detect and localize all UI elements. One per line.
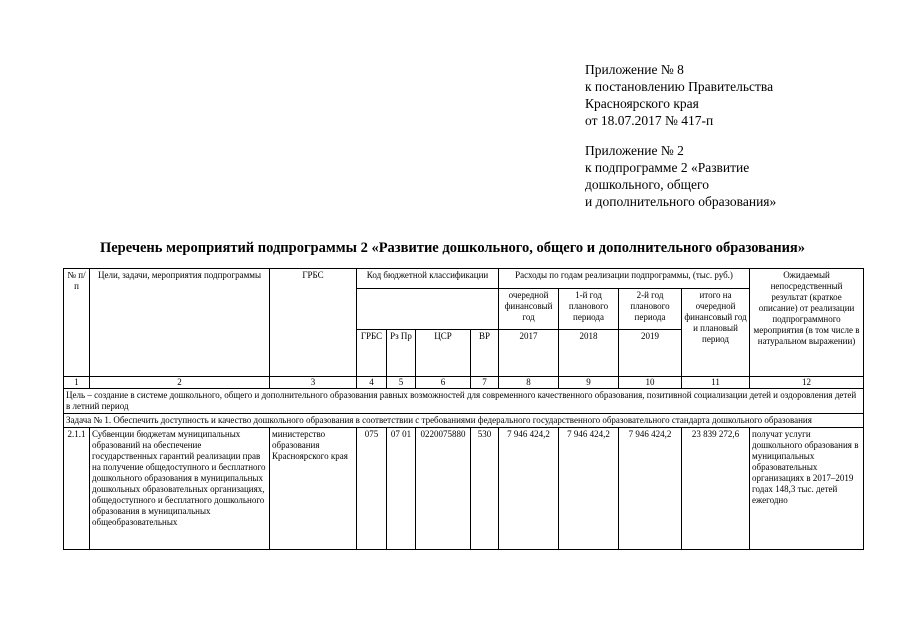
annex-line: к подпрограмме 2 «Развитие <box>585 160 750 175</box>
col-number: 1 <box>64 377 90 389</box>
header-row-1 <box>64 269 864 289</box>
document-title: Перечень мероприятий подпрограммы 2 «Развитие дошкольного, общего и дополнительного образования» <box>99 240 806 256</box>
goal-text: Цель – создание в системе дошкольного, общего и дополнительного образования равных возможностей для современного качественного образования, позитивной социализации детей и оздоровления детей в летний период <box>64 389 864 414</box>
header-year-2019: 2019 <box>619 330 682 377</box>
header-code-grbs: ГРБС <box>357 330 387 377</box>
annex-line: от 18.07.2017 № 417-п <box>585 113 714 128</box>
goal-row <box>64 389 864 414</box>
header-code-vr: ВР <box>471 330 499 377</box>
header-exp-col-2: 1-й год планового периода <box>559 289 619 330</box>
col-number: 4 <box>357 377 387 389</box>
annex-8-block <box>585 61 773 129</box>
row-2019: 7 946 424,2 <box>619 428 682 550</box>
row-result: получат услуги дошкольного образования в муниципальных образовательных организациях в 2017–2019 годах 148,3 тыс. детей ежегодно <box>750 428 864 550</box>
annex-line: Красноярского края <box>585 96 699 111</box>
annex-line: Приложение № 8 <box>585 62 684 77</box>
col-number: 10 <box>619 377 682 389</box>
col-number: 12 <box>750 377 864 389</box>
row-2017: 7 946 424,2 <box>499 428 559 550</box>
row-csr: 0220075880 <box>416 428 471 550</box>
col-number: 6 <box>416 377 471 389</box>
annex-2-block <box>585 142 776 210</box>
annex-line: к постановлению Правительства <box>585 79 774 94</box>
col-number: 5 <box>387 377 416 389</box>
row-rzpr: 07 01 <box>387 428 416 550</box>
header-expenses: Расходы по годам реализации подпрограммы, (тыс. руб.) <box>499 269 750 289</box>
header-num: № п/п <box>64 269 90 377</box>
col-number: 8 <box>499 377 559 389</box>
column-numbers-row <box>64 377 864 389</box>
header-code-rzpr: Рз Пр <box>387 330 416 377</box>
header-exp-total: итого на очередной финансовый год и плановый период <box>682 289 750 377</box>
header-exp-col-3: 2-й год планового периода <box>619 289 682 330</box>
header-budget-code: Код бюджетной классификации <box>357 269 499 289</box>
col-number: 2 <box>90 377 270 389</box>
col-number: 7 <box>471 377 499 389</box>
row-vr: 530 <box>471 428 499 550</box>
row-total: 23 839 272,6 <box>682 428 750 550</box>
header-grbs: ГРБС <box>270 269 357 377</box>
col-number: 11 <box>682 377 750 389</box>
task-text: Задача № 1. Обеспечить доступность и качество дошкольного образования в соответствии с требованиями федерального государственного образовательного стандарта дошкольного образования <box>64 414 864 428</box>
row-num: 2.1.1 <box>64 428 90 550</box>
header-blank <box>357 289 499 330</box>
header-year-2018: 2018 <box>559 330 619 377</box>
row-2018: 7 946 424,2 <box>559 428 619 550</box>
header-year-2017: 2017 <box>499 330 559 377</box>
row-grbs-code: 075 <box>357 428 387 550</box>
measures-table <box>63 268 864 550</box>
row-measure-name: Субвенции бюджетам муниципальных образований на обеспечение государственных гарантий реализации прав на получение общедоступного и бесплатного дошкольного образования в муниципальных дошкольных образовательных организациях, общедоступного и бесплатного дошкольного образования в муниципальных общеобразовательных <box>90 428 270 550</box>
header-code-csr: ЦСР <box>416 330 471 377</box>
annex-line: и дополнительного образования» <box>585 194 777 209</box>
header-result: Ожидаемый непосредственный результат (краткое описание) от реализации подпрограммного мероприятия (в том числе в натуральном выражении) <box>750 269 864 377</box>
table-row <box>64 428 864 550</box>
row-grbs-name: министерство образования Красноярского края <box>270 428 357 550</box>
annex-line: дошкольного, общего <box>585 177 709 192</box>
header-exp-col-1: очередной финансовый год <box>499 289 559 330</box>
header-goals: Цели, задачи, мероприятия подпрограммы <box>90 269 270 377</box>
task-row <box>64 414 864 428</box>
annex-line: Приложение № 2 <box>585 143 684 158</box>
col-number: 9 <box>559 377 619 389</box>
col-number: 3 <box>270 377 357 389</box>
